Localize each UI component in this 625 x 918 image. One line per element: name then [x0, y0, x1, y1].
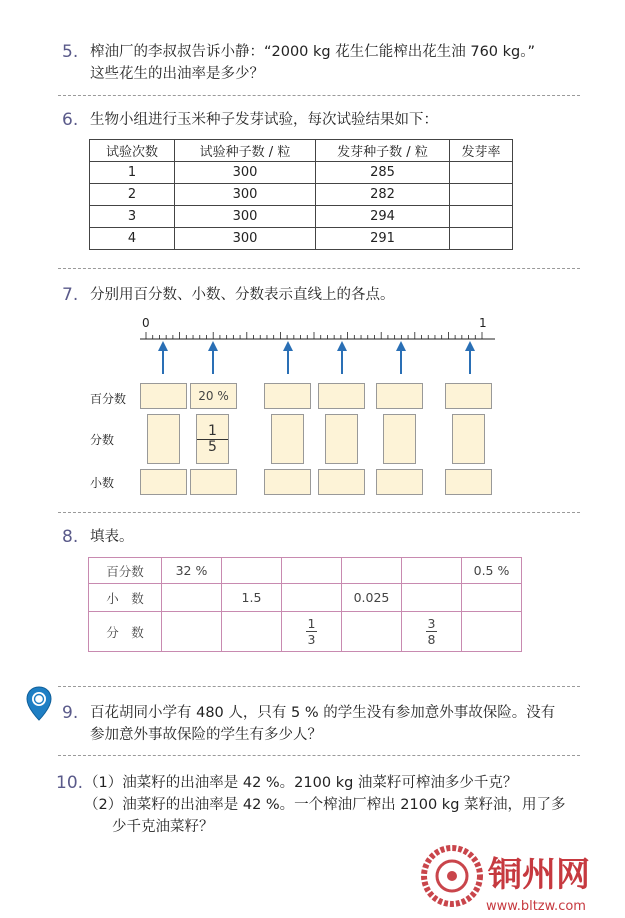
table-cell [282, 612, 342, 652]
table-row [90, 206, 513, 228]
decimal-answer-box[interactable] [318, 469, 365, 495]
separator [58, 686, 580, 687]
table-cell[interactable] [402, 584, 462, 612]
decimal-answer-box[interactable] [190, 469, 237, 495]
table-cell: 0.025 [342, 584, 402, 612]
table-cell[interactable] [282, 584, 342, 612]
fraction-denominator: 8 [427, 632, 436, 647]
fraction-answer-box[interactable] [147, 414, 180, 464]
question-5-text [90, 41, 600, 85]
separator [58, 755, 580, 756]
question-8-number: 8. [62, 527, 79, 547]
table-header: 发芽种子数 / 粒 [316, 140, 450, 162]
fraction-numerator: 1 [307, 616, 316, 631]
table-cell[interactable] [402, 558, 462, 584]
decimal-answer-box[interactable] [264, 469, 311, 495]
table-cell: 300 [175, 206, 316, 228]
question-7-number: 7. [62, 285, 79, 305]
table-cell[interactable] [222, 558, 282, 584]
question-10-text [84, 772, 604, 838]
arrow-icon [158, 341, 168, 374]
table-cell[interactable] [342, 558, 402, 584]
question-9-line-2: 参加意外事故保险的学生有多少人？ [90, 727, 322, 743]
fraction-given-box [196, 414, 229, 464]
row-label: 百分数 [89, 558, 162, 584]
table-row [90, 184, 513, 206]
table-cell: 4 [90, 228, 175, 250]
percent-given-value: 20 % [198, 389, 229, 403]
percent-answer-box[interactable] [445, 383, 492, 409]
watermark-logo [418, 840, 623, 915]
separator [58, 512, 580, 513]
fraction-denominator: 3 [307, 632, 316, 647]
table-cell[interactable] [450, 162, 513, 184]
percent-answer-box[interactable] [376, 383, 423, 409]
table-cell[interactable] [450, 184, 513, 206]
separator [58, 268, 580, 269]
fraction-cell [306, 616, 318, 647]
part-label: （2） [84, 797, 123, 813]
percent-answer-box[interactable] [318, 383, 365, 409]
fraction-answer-box[interactable] [452, 414, 485, 464]
question-6-text: 生物小组进行玉米种子发芽试验，每次试验结果如下： [90, 112, 438, 128]
germination-table [89, 139, 513, 250]
table-cell[interactable] [282, 558, 342, 584]
arrow-icon [208, 341, 218, 374]
part-label: （1） [84, 775, 123, 791]
fraction-numerator: 1 [208, 423, 217, 439]
table-cell: 2 [90, 184, 175, 206]
part-text: 油菜籽的出油率是 42 %。一个榨油厂榨出 2100 kg 菜籽油，用了多 [122, 797, 566, 813]
watermark-title: 铜州网 [488, 855, 590, 895]
arrow-icon [283, 341, 293, 374]
question-6-number: 6. [62, 110, 79, 130]
table-cell[interactable] [450, 206, 513, 228]
question-9-number: 9. [62, 703, 79, 723]
table-cell: 0.5 % [462, 558, 522, 584]
question-10-number: 10. [56, 773, 84, 793]
table-cell: 300 [175, 162, 316, 184]
table-cell: 285 [316, 162, 450, 184]
table-header: 发芽率 [450, 140, 513, 162]
fraction-answer-box[interactable] [271, 414, 304, 464]
question-5-line-2: 这些花生的出油率是多少？ [90, 66, 264, 82]
table-cell[interactable] [462, 612, 522, 652]
row-label: 分 数 [89, 612, 162, 652]
fraction-given [197, 424, 228, 455]
table-cell[interactable] [462, 584, 522, 612]
percent-given-box [190, 383, 237, 409]
table-cell: 282 [316, 184, 450, 206]
row-label: 小 数 [89, 584, 162, 612]
arrow-icon [337, 341, 347, 374]
table-row [89, 558, 522, 584]
fill-table [88, 557, 522, 652]
fraction-answer-box[interactable] [325, 414, 358, 464]
table-header-row [90, 140, 513, 162]
part-text: 油菜籽的出油率是 42 %。2100 kg 油菜籽可榨油多少千克？ [122, 775, 518, 791]
table-cell: 291 [316, 228, 450, 250]
part-text-continued: 少千克油菜籽？ [112, 819, 214, 835]
question-10-part-2 [84, 794, 604, 816]
decimal-answer-box[interactable] [376, 469, 423, 495]
decimal-answer-box[interactable] [445, 469, 492, 495]
question-8-text: 填表。 [90, 529, 134, 545]
table-header: 试验种子数 / 粒 [175, 140, 316, 162]
percent-answer-box[interactable] [140, 383, 187, 409]
fraction-cell [426, 616, 438, 647]
table-cell: 300 [175, 228, 316, 250]
question-5-line-1: 榨油厂的李叔叔告诉小静：“2000 kg 花生仁能榨出花生油 760 kg。” [90, 44, 535, 60]
arrow-icon [465, 341, 475, 374]
table-cell: 3 [90, 206, 175, 228]
arrow-icon [396, 341, 406, 374]
fraction-numerator: 3 [427, 616, 436, 631]
separator [58, 95, 580, 96]
question-5-number: 5. [62, 42, 79, 62]
table-row [90, 228, 513, 250]
row-label-decimal: 小数 [90, 476, 115, 490]
table-row [89, 612, 522, 652]
table-cell[interactable] [162, 612, 222, 652]
table-cell[interactable] [222, 612, 282, 652]
location-pin-icon [25, 686, 53, 722]
table-cell[interactable] [342, 612, 402, 652]
percent-answer-box[interactable] [264, 383, 311, 409]
number-line-start-label: 0 [142, 316, 150, 330]
watermark-url: www.bltzw.com [486, 899, 586, 914]
table-cell[interactable] [450, 228, 513, 250]
table-cell: 1 [90, 162, 175, 184]
question-7-text: 分别用百分数、小数、分数表示直线上的各点。 [90, 287, 395, 303]
question-9-line-1: 百花胡同小学有 480 人，只有 5 % 的学生没有参加意外事故保险。没有 [90, 705, 556, 721]
table-header: 试验次数 [90, 140, 175, 162]
number-line-end-label: 1 [479, 316, 487, 330]
question-10-part-1 [84, 772, 604, 794]
table-cell [402, 612, 462, 652]
number-line [130, 310, 500, 380]
table-cell: 294 [316, 206, 450, 228]
decimal-answer-box[interactable] [140, 469, 187, 495]
table-cell: 1.5 [222, 584, 282, 612]
row-label-fraction: 分数 [90, 433, 115, 447]
table-row [89, 584, 522, 612]
table-cell: 300 [175, 184, 316, 206]
fraction-answer-box[interactable] [383, 414, 416, 464]
table-row [90, 162, 513, 184]
table-cell[interactable] [162, 584, 222, 612]
fraction-denominator: 5 [197, 439, 228, 455]
row-label-percent: 百分数 [90, 392, 127, 406]
question-9-text [90, 702, 600, 746]
table-cell: 32 % [162, 558, 222, 584]
